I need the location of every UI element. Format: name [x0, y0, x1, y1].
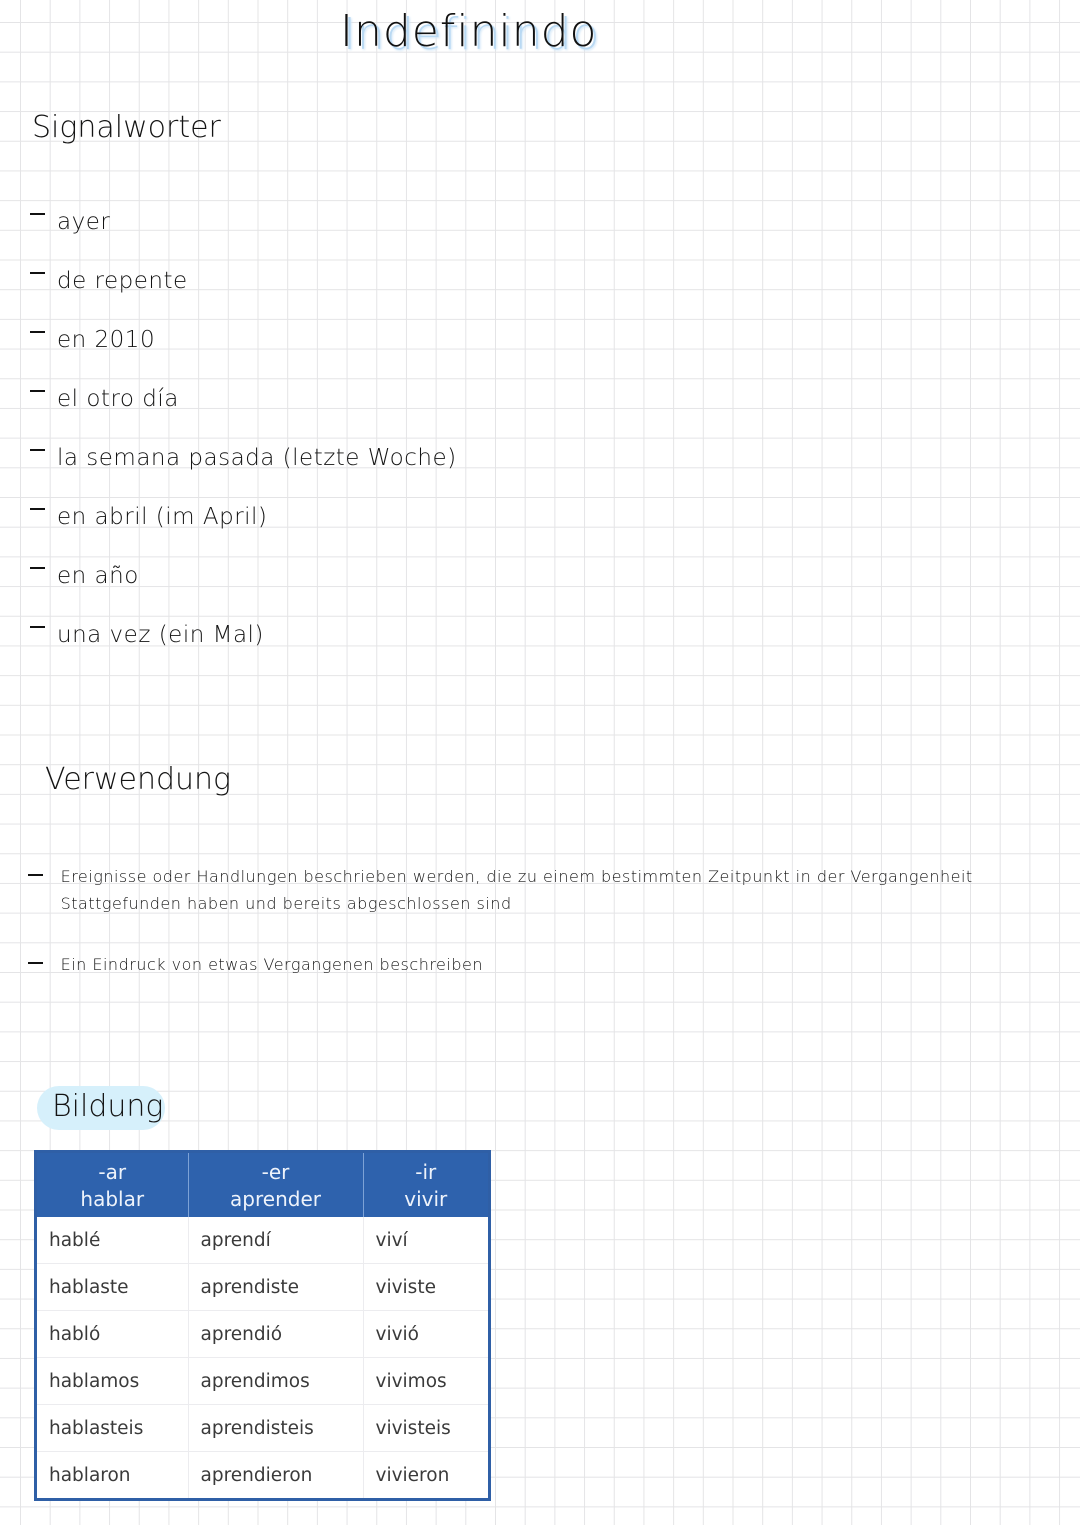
- table-cell: hablé: [37, 1217, 188, 1264]
- table-cell: hablasteis: [37, 1405, 188, 1452]
- table-cell: hablaste: [37, 1264, 188, 1311]
- table-row: [37, 1452, 488, 1499]
- list-item-text: en 2010: [57, 327, 156, 353]
- list-item: [30, 261, 188, 301]
- table-cell: vivisteis: [363, 1405, 488, 1452]
- list-item: [28, 950, 483, 979]
- column-verb: vivir: [404, 1187, 448, 1211]
- page-title: Indefinindo: [340, 6, 598, 57]
- column-ending: -er: [261, 1160, 290, 1184]
- dash-bullet-icon: [30, 626, 45, 628]
- conjugation-table: [34, 1150, 491, 1501]
- dash-bullet-icon: [28, 874, 43, 876]
- table-cell: hablaron: [37, 1452, 188, 1499]
- table-cell: aprendieron: [188, 1452, 363, 1499]
- list-item: [30, 615, 264, 655]
- dash-bullet-icon: [30, 449, 45, 451]
- column-header-er: [188, 1153, 363, 1217]
- table-cell: aprendisteis: [188, 1405, 363, 1452]
- usage-text: [61, 862, 973, 918]
- table-cell: aprendiste: [188, 1264, 363, 1311]
- table-row: [37, 1217, 488, 1264]
- list-item: [30, 379, 179, 419]
- column-verb: aprender: [230, 1187, 321, 1211]
- column-verb: hablar: [80, 1187, 145, 1211]
- dash-bullet-icon: [28, 962, 43, 964]
- dash-bullet-icon: [30, 390, 45, 392]
- table-cell: viviste: [363, 1264, 488, 1311]
- list-item: [28, 862, 973, 918]
- usage-text-line: Ereignisse oder Handlungen beschrieben werden, die zu einem bestimmten Zeitpunkt in der Vergangenheit: [60, 867, 973, 886]
- table-row: [37, 1264, 488, 1311]
- table-row: [37, 1311, 488, 1358]
- table-cell: vivieron: [363, 1452, 488, 1499]
- table-cell: vivimos: [363, 1358, 488, 1405]
- list-item: [30, 202, 110, 242]
- column-header-ir: [363, 1153, 488, 1217]
- usage-text: Ein Eindruck von etwas Vergangenen beschreiben: [60, 955, 483, 974]
- signalwoerter-heading: Signalworter: [32, 110, 221, 145]
- list-item-text: el otro día: [57, 386, 179, 412]
- table-cell: aprendimos: [188, 1358, 363, 1405]
- list-item: [30, 497, 267, 537]
- table-cell: viví: [375, 1229, 408, 1251]
- list-item: [30, 438, 457, 478]
- dash-bullet-icon: [30, 508, 45, 510]
- verwendung-heading: Verwendung: [45, 762, 232, 797]
- table-header-row: [37, 1153, 488, 1217]
- list-item-text: ayer: [57, 209, 111, 235]
- list-item-text: de repente: [57, 268, 188, 294]
- dash-bullet-icon: [30, 567, 45, 569]
- list-item-text: una vez (ein Mal): [57, 622, 264, 648]
- dash-bullet-icon: [30, 272, 45, 274]
- table-cell: habló: [37, 1311, 188, 1358]
- dash-bullet-icon: [30, 213, 45, 215]
- dash-bullet-icon: [30, 331, 45, 333]
- table-cell: aprendió: [188, 1311, 363, 1358]
- table-cell: vivió: [363, 1311, 488, 1358]
- usage-text-line: Stattgefunden haben und bereits abgeschlossen sind: [60, 894, 512, 913]
- table-cell: hablamos: [37, 1358, 188, 1405]
- list-item: [30, 556, 139, 596]
- list-item-text: la semana pasada (letzte Woche): [57, 445, 457, 471]
- column-header-ar: [37, 1153, 188, 1217]
- column-ending: -ir: [415, 1160, 437, 1184]
- table-row: [37, 1358, 488, 1405]
- bildung-heading: Bildung: [52, 1089, 164, 1124]
- table-row: [37, 1405, 488, 1452]
- column-ending: -ar: [98, 1160, 127, 1184]
- list-item: [30, 320, 155, 360]
- list-item-text: en abril (im April): [57, 504, 268, 530]
- list-item-text: en año: [57, 563, 139, 589]
- table-cell: aprendí: [188, 1217, 363, 1264]
